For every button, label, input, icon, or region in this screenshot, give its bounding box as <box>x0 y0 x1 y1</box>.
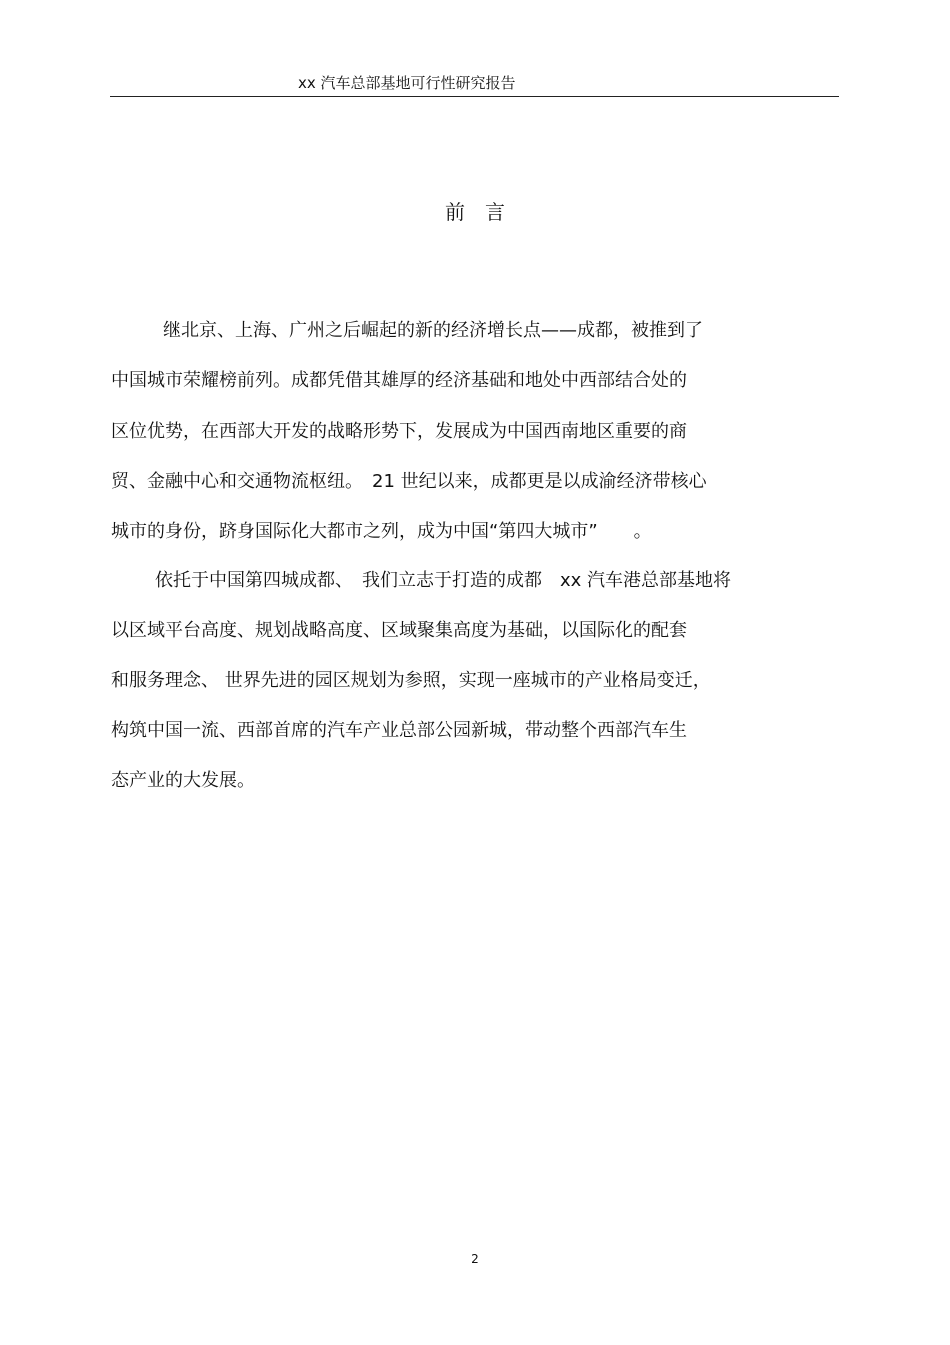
paragraph-line-7: 以区域平台高度、规划战略高度、区域聚集高度为基础，以国际化的配套 <box>111 620 687 641</box>
page-number: 2 <box>471 1252 479 1266</box>
paragraph-line-2: 中国城市荣耀榜前列。成都凭借其雄厚的经济基础和地处中西部结合处的 <box>111 370 687 391</box>
paragraph-line-4: 贸、金融中心和交通物流枢纽。 21 世纪以来，成都更是以成渝经济带核心 <box>111 471 707 492</box>
paragraph-line-10: 态产业的大发展。 <box>111 770 255 791</box>
paragraph-line-3: 区位优势，在西部大开发的战略形势下，发展成为中国西南地区重要的商 <box>111 421 687 442</box>
paragraph-line-6: 依托于中国第四城成都、 我们立志于打造的成都 xx 汽车港总部基地将 <box>155 570 732 591</box>
page-title: 前 言 <box>445 200 505 224</box>
paragraph-line-8: 和服务理念、 世界先进的园区规划为参照，实现一座城市的产业格局变迁， <box>111 670 711 691</box>
page-header <box>110 72 839 97</box>
header-title: xx 汽车总部基地可行性研究报告 <box>298 74 516 92</box>
paragraph-line-1: 继北京、上海、广州之后崛起的新的经济增长点——成都，被推到了 <box>163 320 703 341</box>
paragraph-line-5: 城市的身份，跻身国际化大都市之列，成为中国“第四大城市” 。 <box>111 521 652 542</box>
paragraph-line-9: 构筑中国一流、西部首席的汽车产业总部公园新城，带动整个西部汽车生 <box>111 720 687 741</box>
